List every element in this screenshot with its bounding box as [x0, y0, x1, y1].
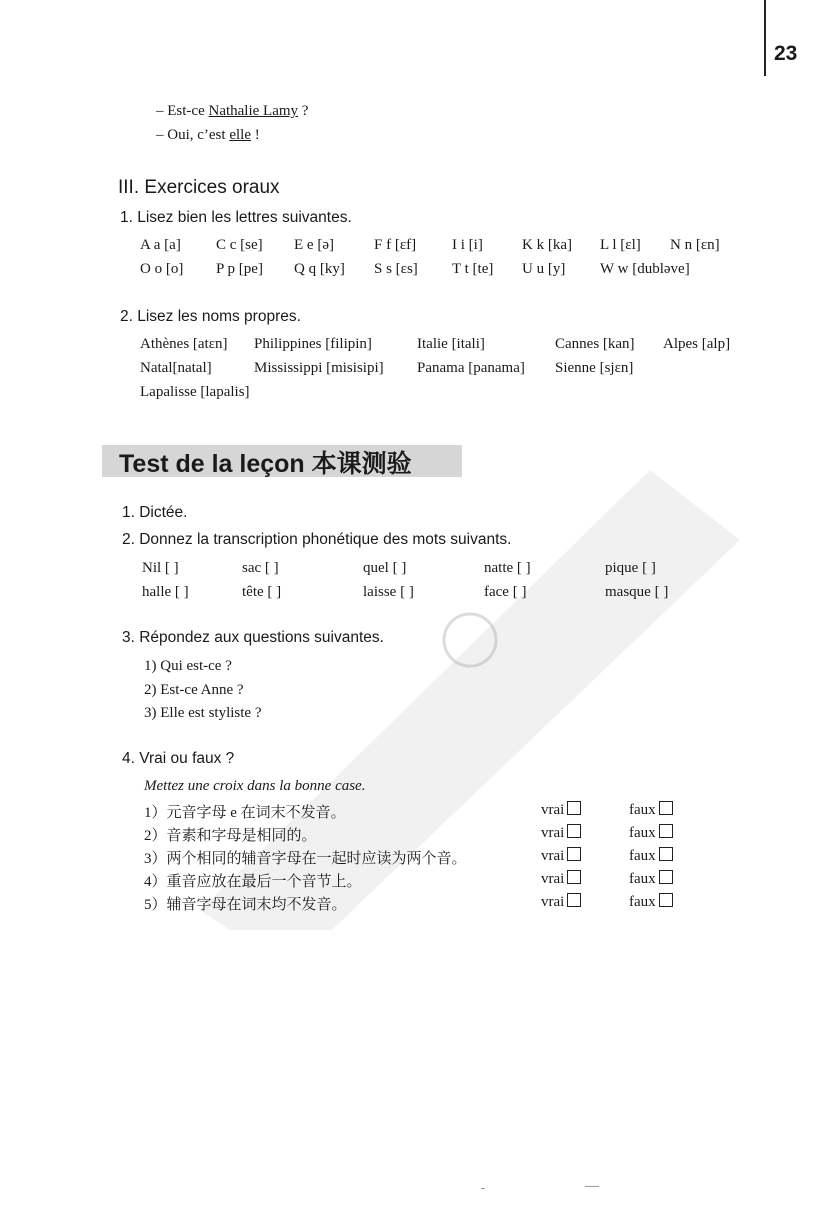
section-title: III. Exercices oraux [118, 177, 280, 198]
true-false-statement: 5）辅音字母在词末均不发音。 [144, 897, 347, 913]
true-false-statement: 2）音素和字母是相同的。 [144, 828, 317, 844]
proper-noun: Sienne [sjɛn] [555, 360, 634, 376]
true-false-statement: 4）重音应放在最后一个音节上。 [144, 874, 362, 890]
letter-q: Q q [ky] [294, 261, 345, 277]
proper-noun: Lapalisse [lapalis] [140, 384, 250, 400]
question-item: 2) Est-ce Anne ? [144, 682, 244, 698]
letter-u: U u [y] [522, 261, 566, 277]
proper-noun: Mississippi [misisipi] [254, 360, 384, 376]
underlined-name: Nathalie Lamy [208, 103, 299, 119]
vrai-option[interactable]: vrai [541, 824, 581, 842]
faux-option[interactable]: faux [629, 847, 673, 865]
phonetic-word: tête [ ] [242, 584, 282, 600]
test-banner-title: Test de la leçon 本课测验 [119, 450, 412, 478]
letter-i: I i [i] [452, 237, 483, 253]
letter-w: W w [dubləve] [600, 261, 690, 277]
dialogue-line-2 [156, 127, 260, 144]
vrai-checkbox[interactable] [567, 893, 581, 907]
letter-e: E e [ə] [294, 237, 334, 253]
test-q3-title: 3. Répondez aux questions suivantes. [122, 629, 384, 646]
letter-s: S s [ɛs] [374, 261, 418, 277]
faux-option[interactable]: faux [629, 870, 673, 888]
phonetic-word: natte [ ] [484, 560, 531, 576]
letter-f: F f [ɛf] [374, 237, 417, 253]
faux-checkbox[interactable] [659, 824, 673, 838]
letter-k: K k [ka] [522, 237, 572, 253]
vrai-option[interactable]: vrai [541, 847, 581, 865]
proper-noun: Athènes [atɛn] [140, 336, 228, 352]
question-item: 1) Qui est-ce ? [144, 658, 232, 674]
letter-n: N n [ɛn] [670, 237, 720, 253]
vrai-checkbox[interactable] [567, 824, 581, 838]
exercise-2-title: 2. Lisez les noms propres. [120, 308, 301, 325]
true-false-statement: 3）两个相同的辅音字母在一起时应读为两个音。 [144, 851, 467, 867]
phonetic-word: sac [ ] [242, 560, 279, 576]
dialogue-text: ? [298, 103, 309, 119]
faux-checkbox[interactable] [659, 801, 673, 815]
vrai-checkbox[interactable] [567, 870, 581, 884]
vrai-option[interactable]: vrai [541, 870, 581, 888]
test-q1-title: 1. Dictée. [122, 504, 188, 521]
vrai-option[interactable]: vrai [541, 893, 581, 911]
true-false-statement: 1）元音字母 e 在词末不发音。 [144, 805, 346, 821]
vrai-option[interactable]: vrai [541, 801, 581, 819]
phonetic-word: laisse [ ] [363, 584, 414, 600]
scan-mark [481, 1188, 485, 1189]
phonetic-word: quel [ ] [363, 560, 407, 576]
vrai-checkbox[interactable] [567, 801, 581, 815]
page-number: 23 [774, 42, 798, 65]
proper-noun: Alpes [alp] [663, 336, 731, 352]
question-item: 3) Elle est styliste ? [144, 705, 262, 721]
vrai-checkbox[interactable] [567, 847, 581, 861]
test-q4-title: 4. Vrai ou faux ? [122, 750, 235, 767]
scan-mark [585, 1186, 599, 1187]
faux-option[interactable]: faux [629, 801, 673, 819]
exercise-1-title: 1. Lisez bien les lettres suivantes. [120, 209, 352, 226]
phonetic-word: masque [ ] [605, 584, 669, 600]
phonetic-word: Nil [ ] [142, 560, 179, 576]
faux-checkbox[interactable] [659, 847, 673, 861]
page-edge-line [764, 0, 766, 76]
faux-checkbox[interactable] [659, 893, 673, 907]
letter-l: L l [ɛl] [600, 237, 641, 253]
test-q4-instruction: Mettez une croix dans la bonne case. [144, 778, 366, 794]
dialogue-text: – Oui, c’est [156, 127, 230, 143]
letter-t: T t [te] [452, 261, 494, 277]
test-q2-title: 2. Donnez la transcription phonétique des mots suivants. [122, 531, 512, 548]
letter-c: C c [se] [216, 237, 263, 253]
faux-checkbox[interactable] [659, 870, 673, 884]
proper-noun: Cannes [kan] [555, 336, 635, 352]
proper-noun: Philippines [filipin] [254, 336, 372, 352]
faux-option[interactable]: faux [629, 893, 673, 911]
dialogue-text: – Est-ce [156, 103, 209, 119]
dialogue-text: ! [250, 127, 260, 143]
dialogue-line-1 [156, 103, 308, 120]
letter-a: A a [a] [140, 237, 181, 253]
proper-noun: Italie [itali] [417, 336, 485, 352]
letter-p: P p [pe] [216, 261, 263, 277]
proper-noun: Panama [panama] [417, 360, 525, 376]
letter-o: O o [o] [140, 261, 184, 277]
phonetic-word: pique [ ] [605, 560, 656, 576]
underlined-word: elle [229, 127, 251, 143]
phonetic-word: halle [ ] [142, 584, 189, 600]
proper-noun: Natal[natal] [140, 360, 212, 376]
faux-option[interactable]: faux [629, 824, 673, 842]
phonetic-word: face [ ] [484, 584, 527, 600]
